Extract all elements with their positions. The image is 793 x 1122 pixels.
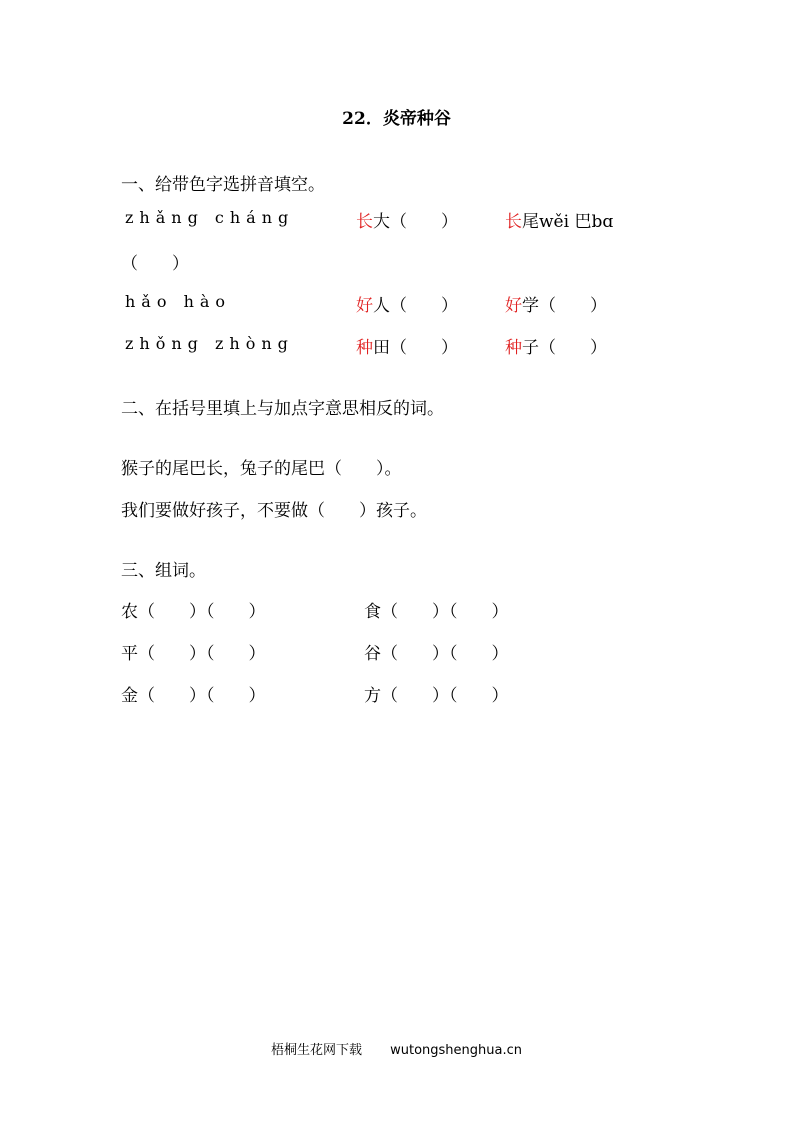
colored-char: 种 bbox=[505, 338, 522, 358]
question-3b bbox=[505, 333, 607, 358]
pinyin-options-3: zhǒng zhòng bbox=[125, 334, 294, 353]
footer-site-name: 梧桐生花网下载 bbox=[270, 1043, 362, 1058]
question-2b bbox=[505, 291, 607, 316]
page-title: 22．炎帝种谷 bbox=[342, 109, 451, 129]
section2-heading: 二、在括号里填上与加点字意思相反的词。 bbox=[121, 399, 444, 419]
colored-char: 好 bbox=[505, 296, 522, 316]
question-1a bbox=[356, 207, 458, 232]
question-2a bbox=[356, 291, 458, 316]
colored-char: 长 bbox=[505, 212, 522, 232]
pinyin-options-1: zhǎng cháng bbox=[125, 208, 295, 227]
word-group-right-3: 方（ ）（ ） bbox=[364, 686, 509, 706]
question-text: 尾wěi 巴bɑ bbox=[522, 212, 614, 232]
word-group-left-3: 金（ ）（ ） bbox=[121, 686, 266, 706]
word-group-left-2: 平（ ）（ ） bbox=[121, 644, 266, 664]
question-text: 人（ ） bbox=[373, 296, 458, 316]
colored-char: 种 bbox=[356, 338, 373, 358]
question-text: 田（ ） bbox=[373, 338, 458, 358]
colored-char: 好 bbox=[356, 296, 373, 316]
word-group-left-1: 农（ ）（ ） bbox=[121, 602, 266, 622]
section3-heading: 三、组词。 bbox=[121, 561, 206, 581]
question-text: 大（ ） bbox=[373, 212, 458, 232]
question-text: 子（ ） bbox=[522, 338, 607, 358]
sentence-1: 猴子的尾巴长，兔子的尾巴（ ）。 bbox=[121, 459, 402, 479]
pinyin-options-2: hǎo hào bbox=[125, 292, 232, 311]
footer-url: wutongshenghua.cn bbox=[390, 1043, 523, 1058]
question-text: 学（ ） bbox=[522, 296, 607, 316]
answer-blank-wrap: （ ） bbox=[121, 254, 189, 274]
section1-heading: 一、给带色字选拼音填空。 bbox=[121, 175, 325, 195]
question-1b bbox=[505, 207, 613, 232]
footer bbox=[0, 1039, 793, 1058]
question-3a bbox=[356, 333, 458, 358]
sentence-2: 我们要做好孩子，不要做（ ）孩子。 bbox=[121, 501, 427, 521]
word-group-right-1: 食（ ）（ ） bbox=[364, 602, 509, 622]
word-group-right-2: 谷（ ）（ ） bbox=[364, 644, 509, 664]
colored-char: 长 bbox=[356, 212, 373, 232]
